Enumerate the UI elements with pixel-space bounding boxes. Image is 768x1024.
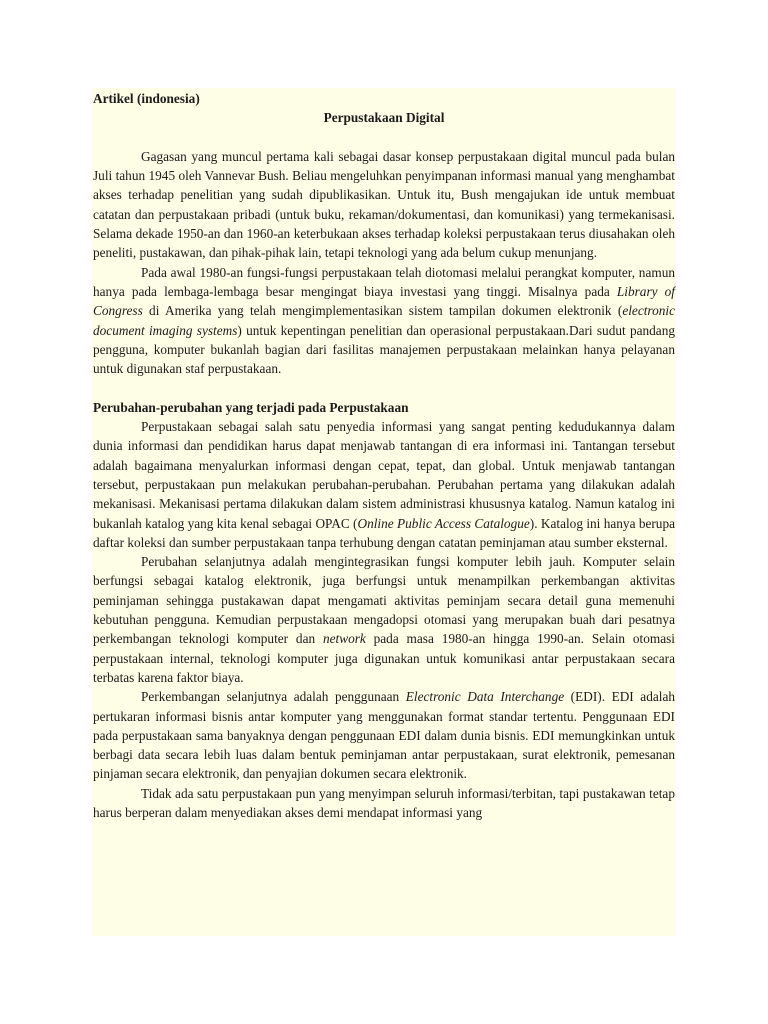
- paragraph-4-text-1: Perubahan selanjutnya adalah mengintegrasikan fungsi komputer lebih jauh. Komputer selain berfungsi sebagai katalog elektronik, juga berfungsi untuk menampilkan perkembangan aktivitas peminjaman sehingga pustakawan dapat mengamati aktivitas peminjam secara detail guna memenuhi kebutuhan pengguna. Kemudian perpustakaan mengadopsi otomasi yang merupakan buah dari pesatnya perkembangan teknologi komputer dan: [93, 554, 675, 647]
- paragraph-5-text-1: Perkembangan selanjutnya adalah penggunaan: [141, 689, 406, 705]
- article-title: Perpustakaan Digital: [323, 110, 445, 126]
- paragraph-1: Gagasan yang muncul pertama kali sebagai dasar konsep perpustakaan digital muncul pada bulan Juli tahun 1945 oleh Vannevar Bush. Beliau mengeluhkan penyimpanan informasi manual yang menghambat akses terhadap penelitian yang sudah dipublikasikan. Untuk itu, Bush mengajukan ide untuk membuat catatan dan perpustakaan pribadi (untuk buku, rekaman/dokumentasi, dan komunikasi) yang termekanisasi. Selama dekade 1950-an dan 1960-an keterbukaan akses terhadap koleksi perpustakaan terus diusahakan oleh peneliti, pustakawan, dan pihak-pihak lain, tetapi teknologi yang ada belum cukup menunjang.: [93, 148, 675, 261]
- paragraph-6: Tidak ada satu perpustakaan pun yang menyimpan seluruh informasi/terbitan, tapi pustakawan tetap harus berperan dalam menyediakan akses demi mendapat informasi yang: [93, 785, 675, 820]
- paragraph-2-italic-1: Library of Congress: [93, 283, 675, 319]
- section-heading: Perubahan-perubahan yang terjadi pada Perpustakaan: [93, 399, 409, 415]
- paragraph-5-text-2: (EDI). EDI adalah pertukaran informasi bisnis antar komputer yang menggunakan format standar tertentu. Penggunaan EDI pada perpustakaan sama banyaknya dengan penggunaan EDI dalam dunia bisnis. EDI memungkinkan untuk berbagi data secara lebih luas dalam bentuk peminjaman antar perpustakaan, surat elektronik, pemesanan pinjaman secara elektronik, dan penyajian dokumen secara elektronik.: [93, 689, 675, 782]
- paragraph-4-text-2: pada masa 1980-an hingga 1990-an. Selain otomasi perpustakaan internal, teknologi komputer juga digunakan untuk komunikasi antar perpustakaan secara terbatas karena faktor biaya.: [93, 631, 675, 685]
- paragraph-3-text-2: ). Katalog ini hanya berupa daftar koleksi dan sumber perpustakaan tanpa terhubung dengan catatan peminjaman atau sumber eksternal.: [93, 515, 675, 550]
- blank-line: [93, 128, 675, 147]
- paragraph-2-text-1: Pada awal 1980-an fungsi-fungsi perpustakaan telah diotomasi melalui perangkat komputer, namun hanya pada lembaga-lembaga besar mengingat biaya investasi yang tinggi. Misalnya pada: [93, 264, 675, 299]
- paragraph-3-italic-1: Online Public Access Catalogue: [357, 515, 530, 531]
- paragraph-2-text-2: di Amerika yang telah mengimplementasikan sistem tampilan dokumen elektronik (: [142, 303, 623, 319]
- paragraph-3-text-1: Perpustakaan sebagai salah satu penyedia informasi yang sangat penting kedudukannya dalam dunia informasi dan pendidikan harus dapat menjawab tantangan di era informasi ini. Tantangan tersebut adalah bagaimana menyalurkan informasi dengan cepat, tepat, dan global. Untuk menjawab tantangan tersebut, perpustakaan pun melakukan perubahan-perubahan. Perubahan pertama yang dilakukan adalah mekanisasi. Mekanisasi pertama dilakukan dalam sistem administrasi khususnya katalog. Namun katalog ini bukanlah katalog yang kita kenal sebagai OPAC (: [93, 419, 675, 531]
- document-page: [92, 88, 676, 936]
- paragraph-2-italic-2: electronic document imaging systems: [93, 303, 675, 338]
- paragraph-4-italic-1: network: [322, 631, 366, 647]
- article-label: Artikel (indonesia): [93, 91, 200, 106]
- paragraph-5: [93, 687, 675, 783]
- paragraph-5-italic-1: Electronic Data Interchange: [405, 689, 565, 705]
- paragraph-2-text-3: ) untuk kepentingan penelitian dan operasional perpustakaan.Dari sudut pandang pengguna, komputer bukanlah bagian dari fasilitas manajemen perpustakaan melainkan hanya pelayanan untuk digunakan staf perpustakaan.: [93, 322, 675, 377]
- paragraph-4: [93, 552, 675, 687]
- paragraph-2: [93, 263, 675, 379]
- paragraph-3: [93, 417, 675, 552]
- blank-line: [93, 378, 675, 397]
- article-body: [93, 89, 675, 822]
